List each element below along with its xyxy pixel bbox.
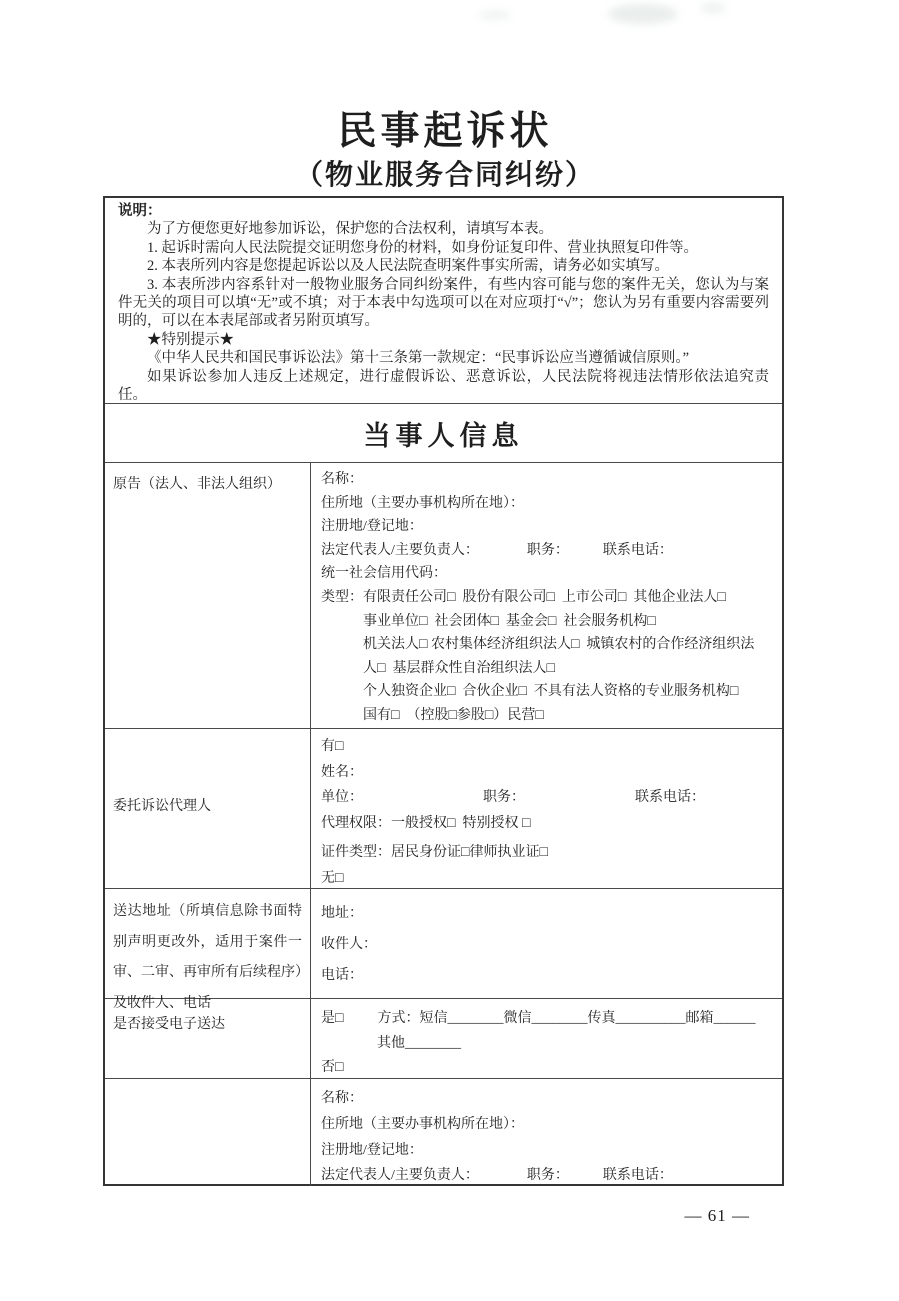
notice-line: 如果诉讼参加人违反上述规定，进行虚假诉讼、恶意诉讼，人民法院将视违法情形依法追究责任。	[118, 368, 769, 404]
agent-row-content	[311, 729, 782, 888]
section-header-text: 当事人信息	[363, 420, 524, 451]
scan-artifact	[608, 4, 678, 24]
plaintiff-row-label: 原告（法人、非法人组织）	[105, 463, 311, 728]
delivery-address-row-label: 送达地址（所填信息除书面特别声明更改外，适用于案件一审、二审、再审所有后续程序）及收件人、电话	[105, 889, 311, 998]
notice-heading: 说明：	[118, 203, 162, 219]
e-delivery-other-blank: 其他________	[377, 1035, 461, 1051]
type-checkbox-options: 人□ 基层群众性自治组织法人□	[363, 660, 555, 676]
row-plaintiff	[105, 463, 782, 729]
scan-artifact	[478, 10, 512, 20]
delivery-phone-label: 电话：	[321, 968, 363, 983]
notice-line: 2. 本表所列内容是您提起诉讼以及人民法院查明案件事实所需，请务必如实填写。	[147, 258, 669, 275]
field-position-label: 职务：	[526, 1168, 569, 1184]
field-residence-label: 住所地（主要办事机构所在地）：	[321, 495, 524, 511]
e-delivery-no-checkbox: 否□	[321, 1060, 344, 1075]
e-delivery-row-content	[311, 999, 782, 1078]
field-legal-rep-line	[321, 1163, 776, 1186]
notice-section	[105, 198, 782, 404]
notice-line-special-tip: ★特别提示★	[147, 331, 234, 348]
notice-line: 1. 起诉时需向人民法院提交证明您身份的材料，如身份证复印件、营业执照复印件等。	[147, 239, 698, 256]
section-header-party-info	[105, 404, 782, 463]
field-name-label: 名称：	[321, 1091, 363, 1106]
type-checkbox-options: 机关法人□ 农村集体经济组织法人□ 城镇农村的合作经济组织法	[363, 637, 755, 653]
field-phone-label: 联系电话：	[602, 542, 673, 558]
notice-line: 3. 本表所涉内容系针对一般物业服务合同纠纷案件，有些内容可能与您的案件无关，您认为与案件无关的项目可以填“无”或不填；对于本表中勾选项可以在对应项打“√”；您认为另有重要内容需要列明的，可以在本表尾部或者另附页填写。	[118, 276, 769, 330]
field-registration-label: 注册地/登记地：	[321, 519, 423, 535]
agent-name-label: 姓名：	[321, 764, 363, 780]
delivery-address-label: 地址：	[321, 906, 363, 921]
notice-line: 《中华人民共和国民事诉讼法》第十三条第一款规定：“民事诉讼应当遵循诚信原则。”	[147, 350, 690, 367]
e-delivery-yes-line	[321, 1007, 776, 1032]
field-name-label: 名称：	[321, 472, 363, 487]
row-delivery-address	[105, 889, 782, 1011]
type-options-line	[321, 586, 776, 610]
agent-none-checkbox: 无□	[321, 870, 344, 886]
type-checkbox-options: 个人独资企业□ 合伙企业□ 不具有法人资格的专业服务机构□	[363, 684, 739, 700]
field-position-label: 职务：	[526, 542, 569, 558]
agent-phone-label: 联系电话：	[635, 790, 705, 805]
agent-unit-label: 单位：	[321, 790, 363, 805]
row-defendant	[105, 1079, 782, 1186]
field-type-label: 类型：	[321, 589, 363, 605]
document-subtitle: （物业服务合同纠纷）	[294, 160, 595, 191]
agent-has-checkbox: 有□	[321, 739, 344, 754]
agent-position-label: 职务：	[483, 790, 525, 805]
complaint-form-table	[103, 196, 784, 1186]
agent-unit-line	[321, 785, 776, 811]
defendant-row-label	[105, 1079, 311, 1186]
e-delivery-row-label: 是否接受电子送达	[105, 999, 311, 1078]
field-registration-label: 注册地/登记地：	[321, 1142, 423, 1158]
scan-artifact	[700, 2, 726, 14]
field-legal-rep-line	[321, 539, 776, 563]
field-legal-rep-label: 法定代表人/主要负责人：	[321, 542, 479, 558]
field-phone-label: 联系电话：	[602, 1168, 673, 1184]
type-checkbox-options: 国有□ （控股□参股□）民营□	[363, 707, 544, 723]
field-credit-code-label: 统一社会信用代码：	[321, 566, 447, 582]
plaintiff-row-content	[311, 463, 782, 728]
field-residence-label: 住所地（主要办事机构所在地）：	[321, 1116, 524, 1132]
type-checkbox-options: 事业单位□ 社会团体□ 基金会□ 社会服务机构□	[363, 613, 656, 629]
field-legal-rep-label: 法定代表人/主要负责人：	[321, 1168, 479, 1184]
agent-authority-options: 代理权限：一般授权□ 特别授权 □	[321, 815, 531, 831]
delivery-recipient-label: 收件人：	[321, 937, 377, 952]
type-checkbox-options: 有限责任公司□ 股份有限公司□ 上市公司□ 其他企业法人□	[363, 589, 726, 605]
e-delivery-method-blanks: 方式：短信________微信________传真__________邮箱______	[377, 1011, 756, 1026]
row-electronic-delivery	[105, 999, 782, 1079]
delivery-address-row-content	[311, 889, 782, 998]
notice-line: 为了方便您更好地参加诉讼，保护您的合法权利，请填写本表。	[147, 221, 553, 238]
agent-id-type-options: 证件类型：居民身份证□律师执业证□	[321, 845, 548, 860]
agent-row-label: 委托诉讼代理人	[105, 729, 311, 888]
document-title: 民事起诉状	[337, 110, 553, 153]
page-number: — 61 —	[684, 1206, 750, 1225]
e-delivery-yes-checkbox: 是□	[321, 1011, 344, 1026]
defendant-row-content	[311, 1079, 782, 1186]
row-litigation-agent	[105, 729, 782, 889]
